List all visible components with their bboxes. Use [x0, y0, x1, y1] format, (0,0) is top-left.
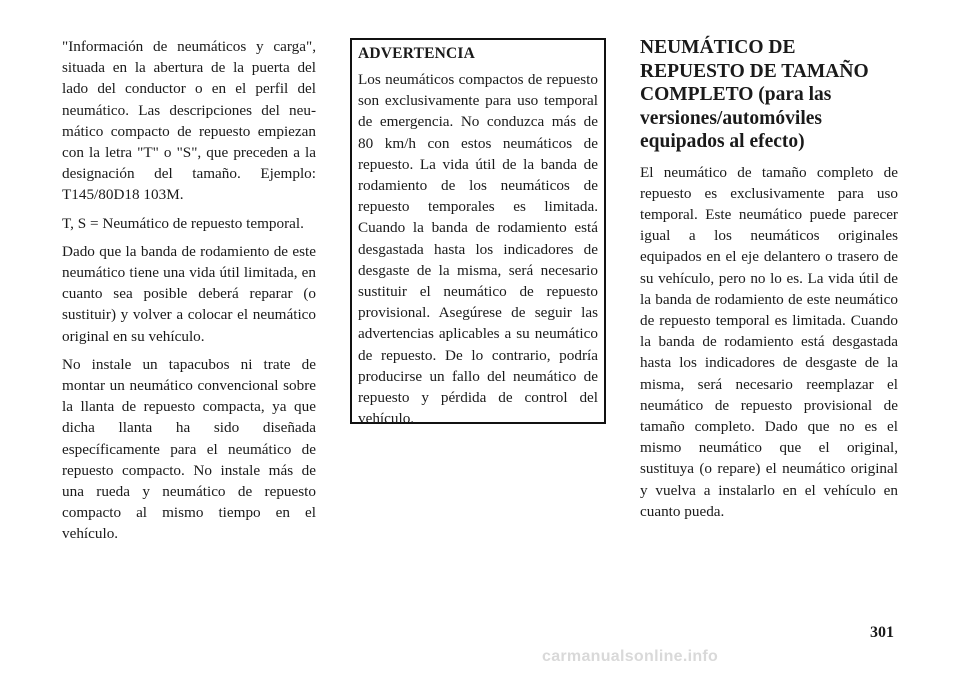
paragraph-temporary-spare-code: T, S = Neumático de repuesto temporal.: [62, 214, 304, 232]
paragraph-limited-tread-life: Dado que la banda de rodamiento de este neumático tiene una vida útil limitada, en cuanto sea posible deberá reparar (o sustituir) y volver a colocar el neumático original en su vehículo.: [62, 242, 316, 345]
warning-text: Los neumáticos compactos de repuesto son exclusivamente para uso temporal de emergencia. No conduzca más de 80 km/h con estos neumáticos de repuesto. La vida útil de la banda de rodamiento de los neumáticos de repuesto temporales es limitada. Cuando la banda de rodamiento está desgastada hasta los indicadores de desgaste de la misma, será necesario sustituir el neumático de repuesto provisional. Asegúrese de seguir las advertencias aplicables a su neumático de repuesto. De lo contrario, podría producirse un fallo del neumático de repuesto y pérdida de control del vehículo.: [358, 71, 598, 428]
left-column: [62, 36, 316, 552]
warning-frame: [350, 38, 606, 428]
site-watermark: carmanualsonline.info: [542, 648, 719, 665]
paragraph-tire-info: "Información de neumáticos y carga", situada en la abertura de la puerta del lado del conductor o en el perfil del neumático. Las descripciones del neumático compacto de repuesto empiezan con la letra "T" o "S", que preceden a la designación del tamaño. Ejemplo: T145/80D18 103M.: [62, 38, 316, 204]
warning-title: ADVERTENCIA: [358, 45, 476, 62]
section-heading: NEUMÁTICO DE REPUESTO DE TAMAÑO COMPLETO (para las versiones/automóviles equipados al efecto): [640, 37, 869, 152]
paragraph-full-size-spare: El neumático de tamaño completo de repuesto es exclusivamente para uso temporal. Este neumático puede parecer igual a los neumáticos originales equipados en el eje delantero o trasero de su vehículo, pero no lo es. La vida útil de la banda de rodamiento de este neumático de repuesto temporal es limitada. Cuando la banda de rodamiento está desgastada hasta los indicadores de desgaste de la misma, será necesario reemplazar el neumático de repuesto provisional de tamaño completo. Dado que no es el mismo neumático que el original, sustituya (o repare) el neumático original y vuelva a instalarlo en el vehículo en cuanto pueda.: [640, 163, 898, 520]
right-column: [640, 36, 898, 529]
warning-box: [350, 38, 606, 428]
paragraph-hubcap-warning: No instale un tapacubos ni trate de montar un neumático convencional sobre la llanta de repuesto compacta, ya que dicha llanta ha sido diseñada específicamente para el neumático de repuesto compacto. No instale más de una rueda y neumático de repuesto compacto al mismo tiempo en el vehículo.: [62, 355, 316, 543]
page-number: 301: [870, 624, 894, 641]
